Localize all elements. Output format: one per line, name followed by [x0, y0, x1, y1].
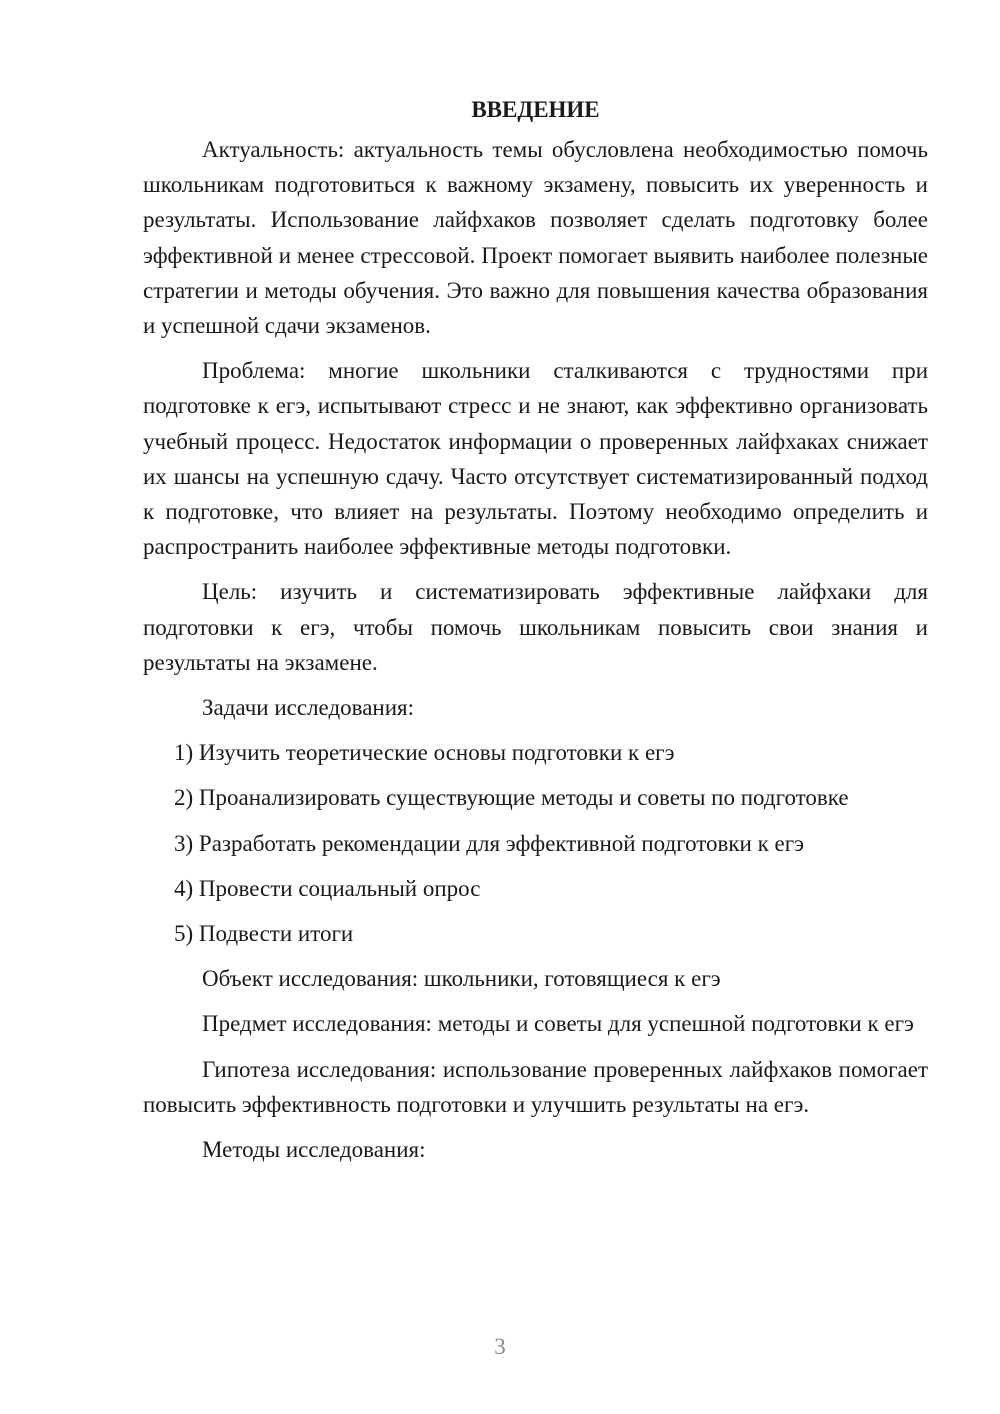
object-paragraph: Объект исследования: школьники, готовящиеся к егэ	[202, 966, 721, 992]
task-item-5: 5) Подвести итоги	[174, 921, 354, 947]
tasks-list	[143, 735, 928, 951]
section-title: ВВЕДЕНИЕ	[471, 97, 600, 122]
goal-paragraph: Цель: изучить и систематизировать эффективные лайфхаки для подготовки к егэ, чтобы помочь школьникам повысить свои знания и результаты на экзамене.	[143, 579, 928, 675]
task-item-1: 1) Изучить теоретические основы подготовки к егэ	[174, 740, 675, 766]
subject-paragraph: Предмет исследования: методы и советы для успешной подготовки к егэ	[202, 1011, 914, 1037]
task-item-2: 2) Проанализировать существующие методы и советы по подготовке	[174, 785, 849, 811]
methods-heading: Методы исследования:	[202, 1137, 426, 1163]
problem-paragraph: Проблема: многие школьники сталкиваются с трудностями при подготовке к егэ, испытывают стресс и не знают, как эффективно организовать учебный процесс. Недостаток информации о проверенных лайфхаках снижает их шансы на успешную сдачу. Часто отсутствует систематизированный подход к подготовке, что влияет на результаты. Поэтому необходимо определить и распространить наиболее эффективные методы подготовки.	[143, 358, 928, 560]
tasks-heading: Задачи исследования:	[202, 695, 415, 721]
task-item-3: 3) Разработать рекомендации для эффективной подготовки к егэ	[174, 830, 805, 856]
hypothesis-paragraph: Гипотеза исследования: использование проверенных лайфхаков помогает повысить эффективность подготовки и улучшить результаты на егэ.	[143, 1056, 928, 1117]
task-item-4: 4) Провести социальный опрос	[174, 875, 481, 901]
relevance-paragraph: Актуальность: актуальность темы обусловлена необходимостью помочь школьникам подготовиться к важному экзамену, повысить их уверенность и результаты. Использование лайфхаков позволяет сделать подготовку более эффективной и менее стрессовой. Проект помогает выявить наиболее полезные стратегии и методы обучения. Это важно для повышения качества образования и успешной сдачи экзаменов.	[143, 137, 928, 339]
page-number: 3	[494, 1334, 506, 1359]
page-content	[143, 92, 928, 1177]
